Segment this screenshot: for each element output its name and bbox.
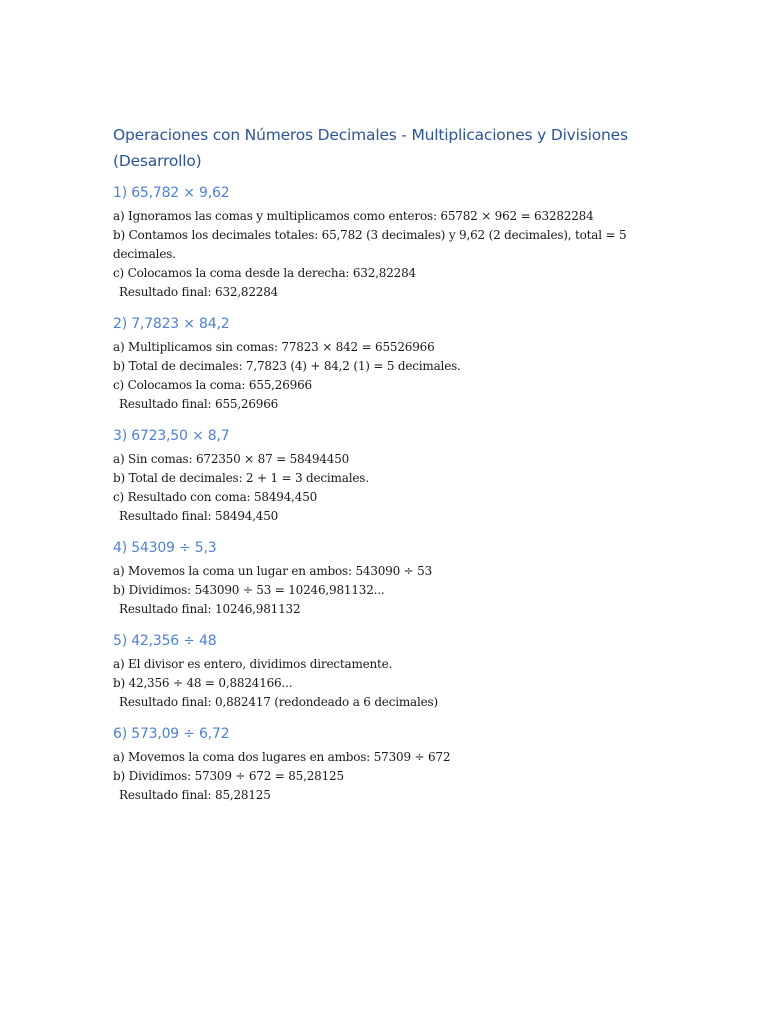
exercise-step: b) Contamos los decimales totales: 65,782 (3 decimales) y 9,62 (2 decimales), total = 5 decimales. (113, 228, 627, 261)
exercise-step: a) El divisor es entero, dividimos directamente. (113, 657, 393, 671)
exercise-heading: 6) 573,09 ÷ 6,72 (113, 726, 230, 742)
document-page (113, 122, 643, 817)
exercise-heading: 1) 65,782 × 9,62 (113, 185, 230, 201)
exercise-6 (113, 724, 643, 805)
exercise-result: Resultado final: 58494,450 (119, 509, 279, 523)
exercise-step: a) Ignoramos las comas y multiplicamos como enteros: 65782 × 962 = 63282284 (113, 209, 594, 223)
exercise-step: b) Dividimos: 543090 ÷ 53 = 10246,981132... (113, 583, 385, 597)
exercise-step: a) Multiplicamos sin comas: 77823 × 842 = 65526966 (113, 340, 435, 354)
document-title: Operaciones con Números Decimales - Multiplicaciones y Divisiones (Desarrollo) (113, 126, 628, 170)
exercise-result: Resultado final: 85,28125 (119, 788, 271, 802)
exercise-heading: 4) 54309 ÷ 5,3 (113, 540, 217, 556)
exercise-result: Resultado final: 632,82284 (119, 285, 279, 299)
exercise-2 (113, 314, 643, 414)
exercise-4 (113, 538, 643, 619)
exercise-step: a) Movemos la coma un lugar en ambos: 543090 ÷ 53 (113, 564, 433, 578)
exercise-result: Resultado final: 0,882417 (redondeado a 6 decimales) (119, 695, 438, 709)
exercise-step: b) Total de decimales: 2 + 1 = 3 decimales. (113, 471, 369, 485)
exercise-result: Resultado final: 10246,981132 (119, 602, 301, 616)
exercise-step: b) 42,356 ÷ 48 = 0,8824166... (113, 676, 293, 690)
exercise-step: c) Colocamos la coma: 655,26966 (113, 378, 312, 392)
exercise-result: Resultado final: 655,26966 (119, 397, 279, 411)
exercise-step: a) Movemos la coma dos lugares en ambos: 57309 ÷ 672 (113, 750, 451, 764)
exercise-step: c) Resultado con coma: 58494,450 (113, 490, 318, 504)
exercise-heading: 3) 6723,50 × 8,7 (113, 428, 230, 444)
exercise-3 (113, 426, 643, 526)
exercise-step: b) Total de decimales: 7,7823 (4) + 84,2 (1) = 5 decimales. (113, 359, 461, 373)
exercise-step: b) Dividimos: 57309 ÷ 672 = 85,28125 (113, 769, 344, 783)
exercise-step: c) Colocamos la coma desde la derecha: 632,82284 (113, 266, 416, 280)
exercise-heading: 5) 42,356 ÷ 48 (113, 633, 217, 649)
exercise-step: a) Sin comas: 672350 × 87 = 58494450 (113, 452, 350, 466)
exercise-5 (113, 631, 643, 712)
exercise-heading: 2) 7,7823 × 84,2 (113, 316, 230, 332)
exercise-1 (113, 183, 643, 302)
